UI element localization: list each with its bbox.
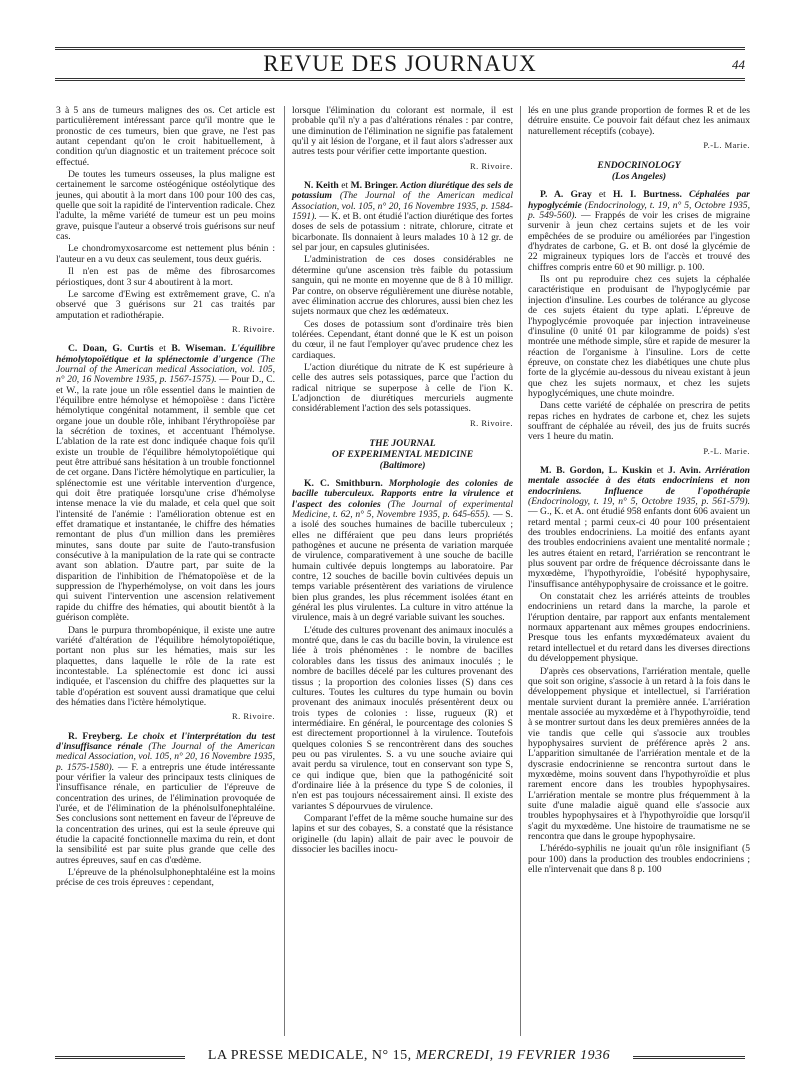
article-authors-and: et — [591, 189, 613, 201]
article-citation: (The Journal of the American medical Association, vol. 105, n° 20, 16 Novembre 1935, p. 1584-1591). — [292, 190, 513, 223]
footer-journal: LA PRESSE MEDICALE, N° 15, — [207, 1048, 412, 1063]
header-rule-bottom — [55, 78, 745, 81]
signature: P.-L. Marie. — [703, 140, 750, 151]
article-authors: H. I. Burtness. — [612, 189, 682, 201]
article-body: — S. a isolé des souches humaines de bacille tuberculeux ; elles ne différaient que peu dans leurs propriétés pathogènes et aucune ne présenta de variation marquée de virulence, comparativement à une souche de bacille humain cultivée depuis longtemps au laboratoire. Par contre, 12 souches de bacille bovin cultivées depuis un temps variable présentèrent des variations de virulence bien plus grandes, les plus récemment isolées étant en général les plus virulentes. La culture in vitro atténue la virulence, mais à un degré variable suivant les souches. — [292, 509, 513, 624]
article-citation: (The Journal of the American medical Association, vol. 105, n° 20, 16 Novembre 1935, p. 1575-1580). — [56, 740, 275, 773]
article-title: Céphalées par hypoglycémie — [528, 189, 750, 211]
journal-name-line: ENDOCRINOLOGY — [597, 160, 681, 172]
footer-rule-left — [55, 1056, 185, 1059]
paragraph: L'épreuve de la phénolsulphonephtaléine est la moins précise de ces trois épreuves : cependant, — [56, 867, 275, 889]
page-header — [55, 47, 745, 93]
article-abstract — [528, 466, 750, 590]
paragraph: L'étude des cultures provenant des animaux inoculés a montré que, dans le cas du bacille bovin, la virulence est liée à trois phénomènes : le nombre de bacilles colorables dans les tissus des animaux inoculés ; le nombre de bacilles décelé par les cultures provenant des tissus ; la proportion des colonies lisses (S) dans ces cultures. Toutes les cultures du type humain ou bovin provenant des animaux inoculés présentèrent deux ou trois types de colonies : lisse, rugueux (R) et intermédiaire. En général, le pourcentage des colonies S est directement proportionnel à la virulence. Toutefois quelques colonies S se rencontrèrent dans des souches peu ou pas virulentes. S. a vu une souche aviaire qui avait perdu sa virulence, tout en conservant son type S, ce qui indique que, bien que la pathogénicité soit d'ordinaire liée à la présence du type S de colonies, il n'en est pas toujours nécessairement ainsi. Il existe des variantes S dépourvues de virulence. — [292, 624, 513, 812]
journal-section-heading — [528, 160, 750, 182]
article-title: Morphologie des colonies de bacille tuberculeux. Rapports entre la virulence et l'aspect des colonies — [292, 477, 514, 510]
paragraph: L'action diurétique du nitrate de K est supérieure à celle des autres sels potassiques, parce que l'action du radical nitrique se superpose à celle de l'ion K. L'adjonction de diurétiques mercuriels augmente considérablement l'action des sels potassiques. — [292, 361, 513, 415]
article-body: — F. a entrepris une étude intéressante pour vérifier la valeur des principaux tests cliniques de l'insuffisance rénale, en particulier de l'épreuve de concentration des urines, de l'élimination provoquée de l'urée, et de l'élimination de la phénolsulfonephtaléine. Ses conclusions sont nettement en faveur de l'épreuve de la concentration des urines, qui est la seule épreuve qui étudie la capacité fonctionnelle maxima du rein, et dont la sensibilité est par suite plus grande que celle des autres épreuves, sauf en cas d'œdème. — [56, 761, 275, 866]
paragraph: Dans cette variété de céphalée on prescrira de petits repas riches en hydrates de carbone et, chez les sujets souffrant de céphalée au réveil, des jus de fruits sucrés vers 1 heure du matin. — [528, 400, 750, 443]
footer-rule-right — [633, 1056, 745, 1059]
article-authors: J. Avin. — [668, 464, 701, 476]
journal-section-heading — [292, 438, 513, 471]
journal-name-line: THE JOURNAL — [369, 437, 436, 449]
signature: R. Rivoire. — [231, 323, 275, 334]
article-citation: (The Journal of the American medical Association, vol. 105, n° 20, 16 Novembre 1935, p. 1567-1575). — [56, 353, 275, 386]
signature: R. Rivoire. — [231, 711, 275, 722]
page-footer — [55, 1048, 745, 1070]
paragraph: Ces doses de potassium sont d'ordinaire très bien tolérées. Cependant, étant donné que le K est un poison du cœur, il ne faut l'employer qu'avec prudence chez les cardiaques. — [292, 318, 513, 361]
article-authors: P. A. Gray — [540, 189, 592, 201]
article-abstract — [528, 190, 750, 273]
article-authors: M. B. Gordon, L. Kuskin — [540, 464, 652, 476]
journal-location: (Baltimore) — [379, 459, 426, 471]
column-separator — [284, 106, 285, 1036]
article-citation: (Endocrinology, t. 19, n° 5, Octobre 1935, p. 549-560). — [528, 199, 750, 222]
paragraph: D'après ces observations, l'arriération mentale, quelle que soit son origine, s'associe à un retard à la fois dans le développement physique et intellectuel, si l'arriération mentale survient durant la première année. L'arriération mentale associée au myxœdème et à l'hypothyroïdie, tend à se montrer surtout dans les deux premières années de la vie tandis que celle qui s'associe aux troubles hypophysaires survient de préférence après 2 ans. L'apparition simultanée de l'arriération mentale et de la dyscrasie endocrinienne se rencontra surtout dans le myxœdème, moins souvent dans l'hypothyroïdie et plus rarement encore dans les troubles hypophysaires. L'arriération mentale se montre plus fréquemment à la suite d'une maladie aiguë quand elle s'associe aux troubles hypophysaires et à l'hypothyroïdie que lorsqu'il s'agit du myxœdème. Une histoire de traumatisme ne se rencontra que dans le groupe hypophysaire. — [528, 665, 750, 842]
article-title: Action diurétique des sels de potassium — [292, 180, 513, 202]
signature: R. Rivoire. — [469, 417, 513, 428]
paragraph: 3 à 5 ans de tumeurs malignes des os. Cet article est particulièrement intéressant parce qu'il montre que le pronostic de ces tumeurs, bien que grave, ne l'est pas autant cependant qu'on le croit habituellement, à condition qu'un diagnostic et un traitement précoce soit effectué. — [56, 105, 275, 168]
article-abstract — [292, 479, 513, 624]
article-authors: R. Freyberg. — [68, 730, 123, 742]
paragraph: Le chondromyxosarcome est nettement plus bénin : l'auteur en a vu deux cas seulement, tous deux guéris. — [56, 243, 275, 265]
column-3 — [528, 106, 750, 877]
article-body: — G., K. et A. ont étudié 958 enfants dont 606 avaient un retard mental ; parmi ceux-ci 40 pour 100 présentaient des troubles endocriniens. La moitié des enfants ayant des troubles endocriniens avaient une mentalité normale ; les autres étaient en retard, l'arriération se rencontrant le plus souvent par ordre de fréquence décroissante dans le myxœdème, l'hypothyroïdie, l'obésité hypophysaire, l'insuffisance antéhypophysaire de croissance et le goitre. — [528, 506, 750, 590]
article-title: Le choix et l'interprétation du test d'insuffisance rénale — [56, 730, 275, 752]
article-body: — Pour D., C. et W., la rate joue un rôle essentiel dans le maintien de l'équilibre entre hémolyse et hémopoïèse : dans l'ictère hémolytique congénital notamment, il semble que cet organe joue un double rôle, inhibant l'érythropoïèse par la sécrétion de toxines, et accentuant l'hémolyse. L'ablation de la rate est donc indiquée chaque fois qu'il existe un trouble de l'équilibre hémolytopoïétique qui peut être attribué sans hésitation à un trouble fonctionnel de cet organe. Dans l'ictère hémolytique en particulier, la splénectomie est une véritable intervention d'urgence, qui doit être pratiquée lorsqu'une crise d'hémolyse intense menace la vie du malade, et cela quel que soit l'intensité de l'anémie : l'amélioration obtenue est en effet dramatique et instantanée, le chiffre des hématies remontant de plus d'un million dans les premières minutes, sans doute par suite de l'auto-transfusion consécutive à la manipulation de la rate qui se contracte avant son ablation. D'autre part, par suite de la disparition de l'inhibition de l'hématopoïèse et de la suppression de l'hyperhémolyse, on voit dans les jours qui suivent l'intervention une ascension relativement rapide du chiffre des hématies, qui aboutit bientôt à la guérison complète. — [56, 374, 275, 624]
journal-name-line: OF EXPERIMENTAL MEDICINE — [331, 448, 474, 460]
signature: P.-L. Marie. — [703, 445, 750, 456]
paragraph: Ils ont pu reproduire chez ces sujets la céphalée caractéristique en produisant de l'hypoglycémie par injection d'insuline. Les courbes de tolérance au glycose de ces sujets étaient du type aplati. L'épreuve de l'hypoglycémie provoquée par injection intraveineuse d'insuline (0 unité 01 par kilogramme de poids) s'est montrée une méthode simple, sûre et rapide de mesurer la réaction de l'organisme à l'insuline. Lors de cette épreuve, on constate chez les diabétiques une chute plus forte de la glycémie au-dessous du niveau existant à jeun que chez les sujets normaux, et chez les sujets hypoglycémiques, une chute moindre. — [528, 274, 750, 399]
paragraph: Comparant l'effet de la même souche humaine sur des lapins et sur des cobayes, S. a constaté que la résistance originelle (du lapin) allait de pair avec le pouvoir de dissocier les bacilles inocu- — [292, 812, 513, 855]
article-citation: (The Journal of experimental Medicine, t. 62, n° 5, Novembre 1935, p. 645-655). — [292, 498, 513, 520]
paragraph: L'hérédo-syphilis ne jouait qu'un rôle insignifiant (5 pour 100) dans la production des troubles endocriniens ; elle n'intervenait que dans 8 p. 100 — [528, 843, 750, 876]
column-2 — [292, 106, 513, 857]
article-title: Arriération mentale associée à des états endocriniens et non endocriniens. Influence de l'opothérapie — [528, 464, 750, 497]
footer-text — [193, 1048, 625, 1064]
article-body: — K. et B. ont étudié l'action diurétique des fortes doses de sels de potassium : nitrate, chlorure, citrate et bicarbonate. Ils donnaient à leurs malades 10 à 12 gr. de sel par jour, en capsules glutinisées. — [292, 211, 513, 254]
page-title: REVUE DES JOURNAUX — [263, 51, 537, 76]
article-body: — Frappés de voir les crises de migraine survenir à jeun chez certains sujets et de les voir empêchées de se produire ou améliorées par l'ingestion d'hydrates de carbone, G. et B. ont dosé la glycémie de 22 migraineux typiques lors de l'accès et trouvé des chiffres compris entre 60 et 90 milligr. p. 100. — [528, 210, 750, 273]
paragraph: De toutes les tumeurs osseuses, la plus maligne est certainement le sarcome ostéogénique ostéolytique des jeunes, qui aboutit à la mort dans 100 pour 100 des cas, quelle que soit la rapidité de l'intervention radicale. Chez l'adulte, la même variété de tumeur est un peu moins grave, puisque l'auteur a observé trois guérisons sur neuf cas. — [56, 169, 275, 243]
article-abstract — [56, 344, 275, 623]
article-authors: B. Wiseman. — [171, 343, 226, 355]
article-authors-and: et — [153, 343, 172, 355]
paragraph: Le sarcome d'Ewing est extrêmement grave, C. n'a observé que 3 guérisons sur 21 cas traités par amputation et radiothérapie. — [56, 288, 275, 321]
article-authors: C. Doan, G. Curtis — [68, 343, 154, 355]
header-rule-top — [55, 47, 745, 50]
column-separator — [520, 106, 521, 1036]
article-abstract — [292, 181, 513, 253]
paragraph: lés en une plus grande proportion de formes R et de les détruire ensuite. Ce pouvoir fait défaut chez les animaux naturellement réceptifs (cobaye). — [528, 105, 750, 137]
article-authors: M. Bringer. — [350, 180, 399, 192]
article-authors-and: et — [651, 464, 669, 476]
page-number: 44 — [732, 57, 745, 72]
paragraph: On constatait chez les arriérés atteints de troubles endocriniens un retard dans la marche, la parole et l'éruption dentaire, par rapport aux enfants mentalement normaux appartenant aux mêmes groupes endocriniens. Presque tous les enfants myxœdémateux avaient du retard intellectuel et du retard dans les diverses directions du développement physique. — [528, 591, 750, 665]
paragraph: L'administration de ces doses considérables ne détermine qu'une ascension très faible du potassium sanguin, qui ne monte en moyenne que de 8 à 10 milligr. Par contre, on observe régulièrement une diurèse notable, avec élimination accrue des chlorures, aussi bien chez les sujets normaux que chez les œdémateux. — [292, 254, 513, 318]
article-authors: N. Keith — [304, 180, 339, 192]
footer-date: MERCREDI, 19 FEVRIER 1936 — [415, 1048, 611, 1063]
paragraph: Il n'en est pas de même des fibrosarcomes périostiques, dont 3 sur 4 aboutirent à la mort. — [56, 266, 275, 288]
article-citation: (Endocrinology, t. 19, n° 5, Octobre 1935, p. 561-579). — [528, 496, 750, 507]
paragraph: lorsque l'élimination du colorant est normale, il est probable qu'il n'y a pas d'altérations rénales : par contre, une diminution de l'élimination ne signifie pas fatalement qu'il y ait lésion de l'organe, et il faut alors s'adresser aux autres tests pour vérifier cette importante question. — [292, 105, 513, 158]
paragraph: Dans le purpura thrombopénique, il existe une autre variété d'altération de l'équilibre hémolytopoïétique, portant non plus sur les hématies, mais sur les plaquettes, dans laquelle le rôle de la rate est incontestable. La splénectomie est donc ici aussi indiquée, et l'ascension du chiffre des plaquettes sur la table d'opération est souvent aussi dramatique que celui des hématies dans l'ictère hémolytique. — [56, 624, 275, 708]
article-abstract — [56, 732, 275, 866]
journal-location: (Los Angeles) — [611, 171, 667, 183]
article-authors: K. C. Smithburn. — [304, 477, 383, 489]
article-title: L'équilibre hémolytopoïétique et la splénectomie d'urgence — [56, 343, 275, 365]
signature: R. Rivoire. — [469, 160, 513, 171]
article-authors-and: et — [338, 180, 351, 192]
column-1 — [56, 106, 275, 891]
